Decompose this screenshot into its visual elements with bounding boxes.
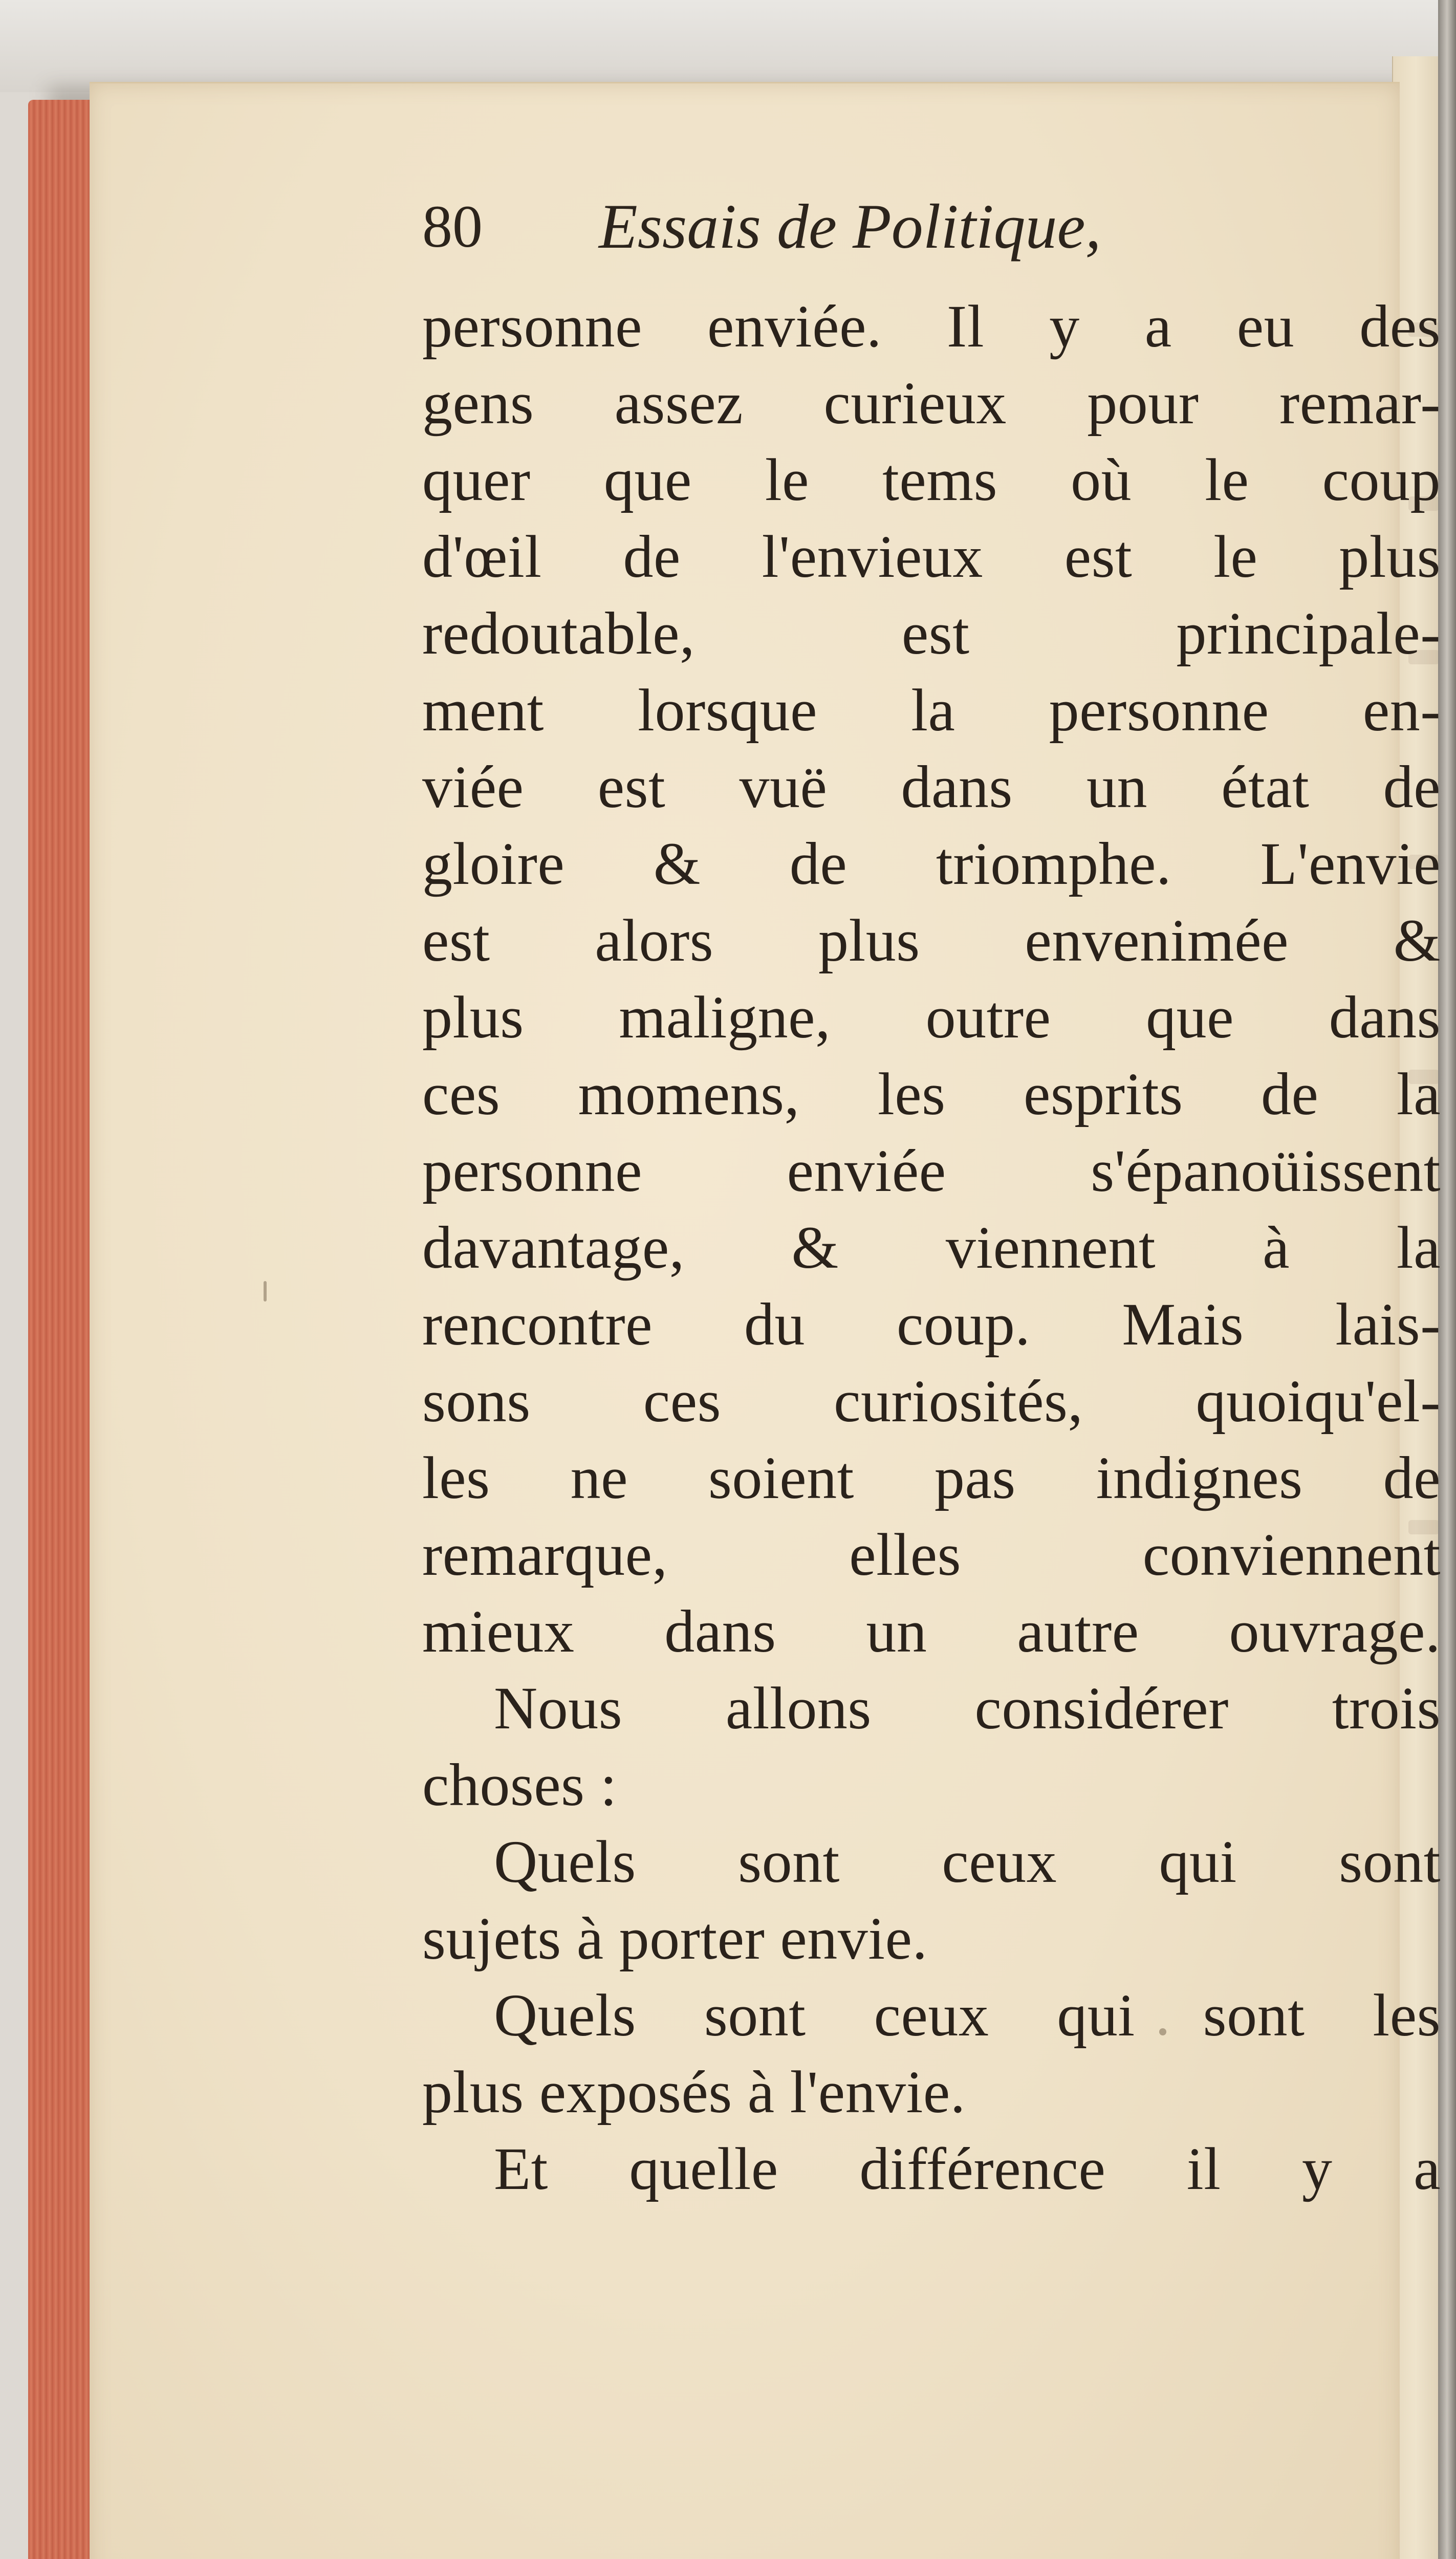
text-line: d'œil de l'envieux est le plus [422,523,1441,590]
text-line: gens assez curieux pour remar- [422,370,1441,437]
text-line: viée est vuë dans un état de [422,753,1441,820]
text-line: ces momens, les esprits de la [422,1060,1441,1127]
text-line: rencontre du coup. Mais lais- [422,1291,1441,1358]
text-line: est alors plus envenimée & [422,907,1441,974]
text-line: davantage, & viennent à la [422,1214,1441,1281]
text-line: sujets à porter envie. [422,1905,928,1972]
text-line: Quels sont ceux qui sont [494,1828,1441,1895]
text-line: gloire & de triomphe. L'envie [422,830,1441,897]
book-binding [1438,0,1456,2559]
text-line: Quels sont ceux qui sont les [494,1982,1441,2049]
text-line: sons ces curiosités, quoiqu'el- [422,1368,1441,1435]
text-line: quer que le tems où le coup [422,446,1441,513]
text-line: remarque, elles conviennent [422,1521,1441,1588]
text-line: personne enviée s'épanoüissent [422,1137,1441,1204]
book-page [90,82,1441,2559]
body-text [422,288,1441,2207]
text-line: plus exposés à l'envie. [422,2058,966,2126]
text-line: Nous allons considérer trois [494,1675,1441,1742]
text-line: choses : [422,1751,617,1818]
text-line: redoutable, est principale- [422,600,1441,667]
background-top [0,0,1456,92]
text-line: personne enviée. Il y a eu des [422,293,1441,360]
text-line: plus maligne, outre que dans [422,984,1441,1051]
text-line: mieux dans un autre ouvrage. [422,1598,1441,1665]
paper-speck [1159,2028,1166,2035]
running-title: Essais de Politique, [599,191,1101,262]
text-line: les ne soient pas indignes de [422,1444,1441,1511]
text-line: Et quelle différence il y a [494,2135,1441,2202]
text-line: ment lorsque la personne en- [422,677,1441,744]
paper-speck [264,1281,267,1302]
page-number: 80 [422,193,483,260]
page-header [422,186,1395,273]
